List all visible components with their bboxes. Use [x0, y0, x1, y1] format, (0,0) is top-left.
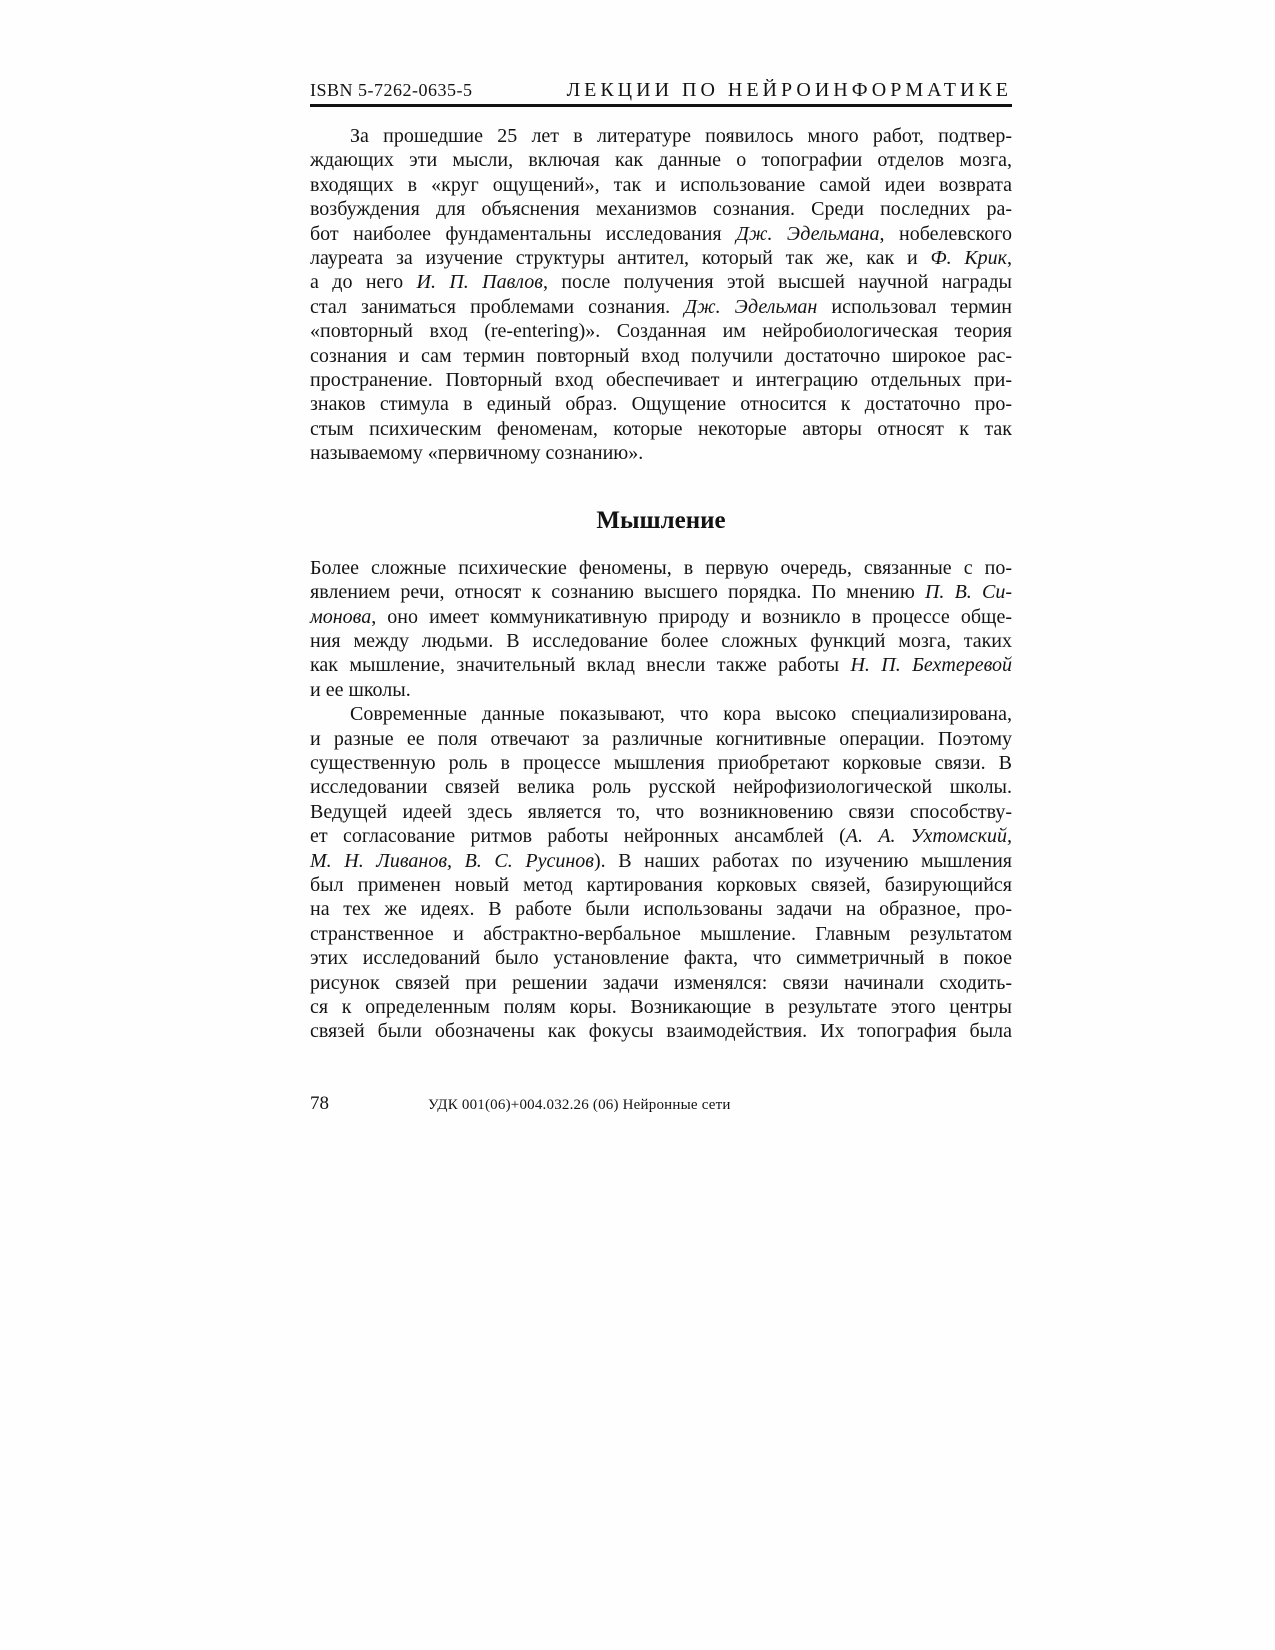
text-line: бот наиболее фундаментальны исследования Дж. Эдельмана, нобелевского: [310, 222, 1012, 245]
text-line: связей были обозначены как фокусы взаимодействия. Их топография была: [310, 1020, 1012, 1043]
text-line: явлением речи, относят к сознанию высшего порядка. По мнению П. В. Си-: [310, 581, 1012, 604]
text-line: ния между людьми. В исследование более сложных функций мозга, таких: [310, 629, 1012, 652]
text-line: стым психическим феноменам, которые некоторые авторы относят к так: [310, 417, 1012, 440]
text-line: Современные данные показывают, что кора высоко специализирована,: [350, 703, 1012, 726]
text-line: и разные ее поля отвечают за различные когнитивные операции. Поэтому: [310, 727, 1012, 750]
text-line: и ее школы.: [310, 678, 411, 701]
text-line: М. Н. Ливанов, В. С. Русинов). В наших работах по изучению мышления: [310, 849, 1012, 872]
emphasized-name: П. В. Си-: [924, 581, 1012, 604]
text-line: пространение. Повторный вход обеспечивает и интеграцию отдельных при-: [310, 369, 1012, 392]
text-block: [310, 0, 1012, 1650]
text-line: знаков стимула в единый образ. Ощущение относится к достаточно про-: [310, 393, 1012, 416]
text-line: называемому «первичному сознанию».: [310, 442, 644, 465]
text-line: странственное и абстрактно-вербальное мышление. Главным результатом: [310, 922, 1012, 945]
text-line: ет согласование ритмов работы нейронных ансамблей (А. А. Ухтомский,: [310, 825, 1012, 848]
header-rule: [310, 104, 1012, 107]
text-line: как мышление, значительный вклад внесли также работы Н. П. Бехтеревой: [310, 654, 1012, 677]
text-line: За прошедшие 25 лет в литературе появилось много работ, подтвер-: [350, 125, 1012, 147]
emphasized-name: Н. П. Бехтеревой: [850, 654, 1012, 677]
text-line: стал заниматься проблемами сознания. Дж. Эдельман использовал термин: [310, 295, 1012, 318]
emphasized-name: А. А. Ухтомский,: [845, 825, 1012, 848]
text-line: возбуждения для объяснения механизмов сознания. Среди последних ра-: [310, 198, 1012, 221]
text-line: монова, оно имеет коммуникативную природу и возникло в процессе обще-: [310, 605, 1012, 628]
paragraph: [310, 702, 1012, 1044]
text-line: Более сложные психические феномены, в первую очередь, связанные с по-: [310, 556, 1012, 579]
text-line: рисунок связей при решении задачи изменялся: связи начинали сходить-: [310, 971, 1012, 994]
emphasized-name: М. Н. Ливанов, В. С. Русинов: [310, 849, 594, 872]
text-line: ся к определенным полям коры. Возникающие в результате этого центры: [310, 996, 1012, 1018]
text-line: ждающих эти мысли, включая как данные о топографии отделов мозга,: [310, 149, 1012, 172]
text-line: был применен новый метод картирования корковых связей, базирующийся: [310, 873, 1012, 896]
udc-line: УДК 001(06)+004.032.26 (06) Нейронные сети: [428, 1097, 731, 1113]
emphasized-name: Дж. Эдельмана: [736, 222, 880, 245]
paragraph: [310, 556, 1012, 702]
text-line: этих исследований было установление факта, что симметричный в покое: [310, 947, 1012, 970]
text-line: лауреата за изучение структуры антител, который так же, как и Ф. Крик,: [310, 247, 1012, 270]
text-line: «повторный вход (re-entering)». Созданная им нейробиологическая теория: [310, 320, 1012, 343]
text-line: существенную роль в процессе мышления приобретают корковые связи. В: [310, 751, 1012, 774]
emphasized-name: Ф. Крик: [930, 247, 1007, 270]
text-line: а до него И. П. Павлов, после получения этой высшей научной награды: [310, 271, 1012, 294]
page-footer: [310, 1093, 1012, 1115]
text-line: Ведущей идеей здесь является то, что возникновению связи способству-: [310, 800, 1012, 823]
text-line: исследовании связей велика роль русской нейрофизиологической школы.: [310, 776, 1012, 799]
emphasized-name: Дж. Эдельман: [684, 295, 818, 318]
section-heading: Мышление: [596, 506, 726, 534]
emphasized-name: И. П. Павлов: [416, 271, 543, 294]
running-header: [310, 79, 1012, 102]
text-line: сознания и сам термин повторный вход получили достаточно широкое рас-: [310, 344, 1012, 367]
paragraph: [310, 124, 1012, 466]
series-title: ЛЕКЦИИ ПО НЕЙРОИНФОРМАТИКЕ: [566, 79, 1012, 101]
page-number: 78: [310, 1093, 329, 1114]
emphasized-name: монова: [310, 605, 372, 628]
page-body: [310, 124, 1012, 1044]
text-line: входящих в «круг ощущений», так и использование самой идеи возврата: [310, 173, 1012, 196]
isbn-label: ISBN 5-7262-0635-5: [310, 80, 473, 100]
text-line: на тех же идеях. В работе были использованы задачи на образное, про-: [310, 898, 1012, 921]
